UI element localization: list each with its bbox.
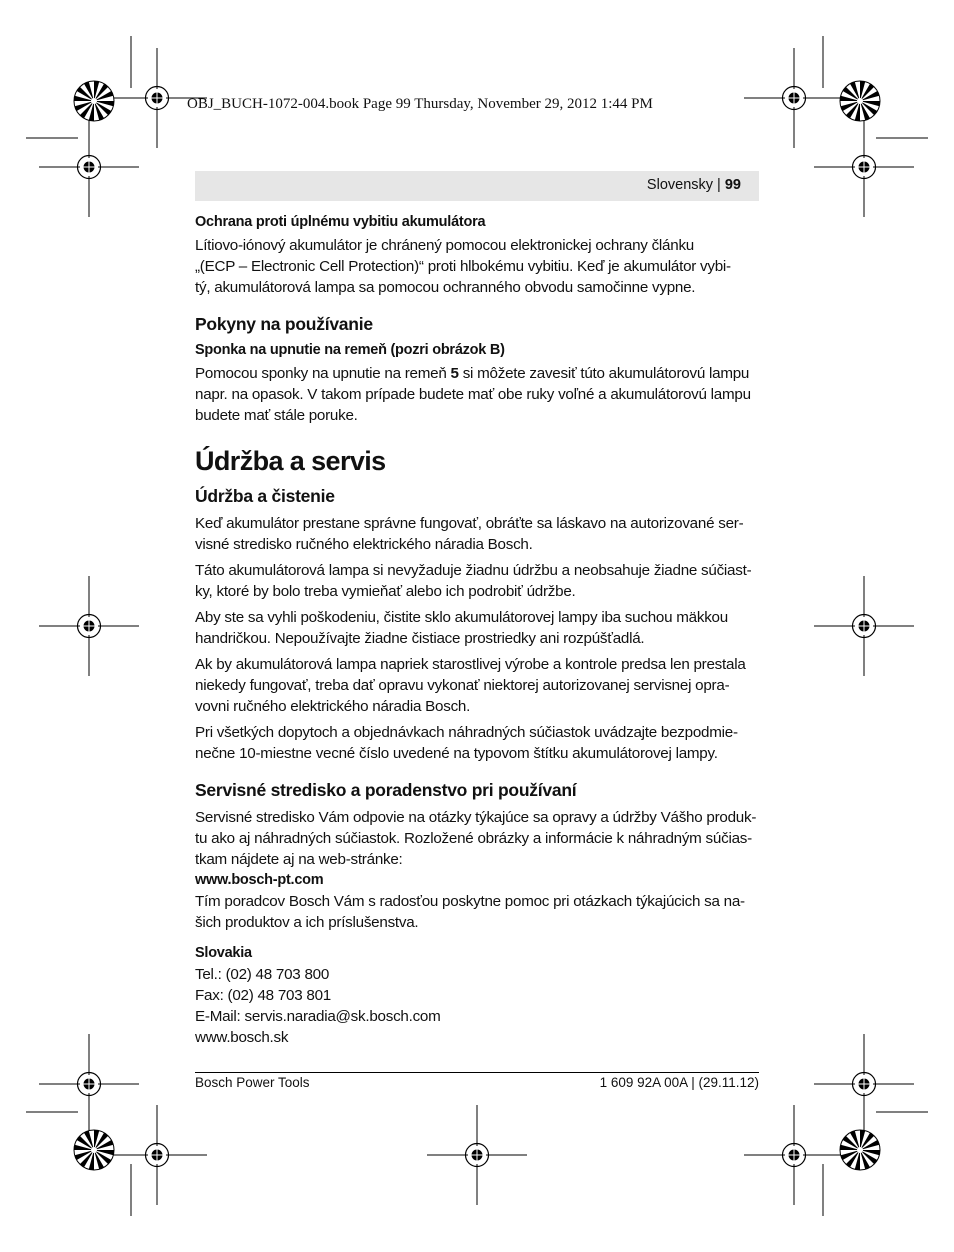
heading-maintenance-service: Údržba a servis [195,446,386,476]
paragraph-maintenance-4: Ak by akumulátorová lampa napriek starostlivej výrobe a kontrole predsa len prestala niekedy fungovať, treba dať opravu vykonať niektorej autorizovanej servisnej opra- vovni ručného elektrického náradia Bosch. [195,656,746,715]
heading-service-center: Servisné stredisko a poradenstvo pri používaní [195,780,577,800]
paragraph-maintenance-5: Pri všetkých dopytoch a objednávkach náhradných súčiastok uvádzajte bezpodmie- nečne 10-miestne vecné číslo uvedené na typovom štítku akumulátorovej lampy. [195,724,738,762]
heading-usage-instructions: Pokyny na používanie [195,314,373,334]
contact-email[interactable]: E-Mail: servis.naradia@sk.bosch.com [195,1008,441,1025]
paragraph-maintenance-1: Keď akumulátor prestane správne fungovať, obráťte sa láskavo na autorizované ser- visné stredisko ručného elektrického náradia Bosch. [195,515,744,553]
page-header-text [647,177,741,193]
paragraph-belt-clip: Pomocou sponky na upnutie na remeň 5 si môžete zavesiť túto akumulátorovú lampu napr. na opasok. V takom prípade budete mať obe ruky voľné a akumulátorovú lampu budete mať stále poruke. [195,365,751,424]
footer-document-code: 1 609 92A 00A | (29.11.12) [599,1075,759,1090]
service-url-link[interactable]: www.bosch-pt.com [195,872,324,888]
paragraph-maintenance-2: Táto akumulátorová lampa si nevyžaduje žiadnu údržbu a neobsahuje žiadne súčiast- ky, ktoré by bolo treba vymieňať alebo ich podrobiť údržbe. [195,562,752,600]
heading-maintenance-cleaning: Údržba a čistenie [195,486,335,506]
footer-divider [195,1072,759,1073]
subheading-belt-clip: Sponka na upnutie na remeň (pozri obrázok B) [195,342,505,358]
paragraph-service-center: Servisné stredisko Vám odpovie na otázky týkajúce sa opravy a údržby Vášho produk- tu ako aj náhradných súčiastok. Rozložené obrázky a informácie k náhradným súčias- tkam nájdete aj na web-stránke: [195,809,757,868]
contact-fax: Fax: (02) 48 703 801 [195,987,331,1004]
paragraph-maintenance-3: Aby ste sa vyhli poškodeniu, čistite sklo akumulátorovej lampy iba suchou mäkkou handričkou. Nepoužívajte žiadne čistiace prostriedky ani rozpúšťadlá. [195,609,728,647]
component-number: 5 [450,365,459,382]
print-slug-line: OBJ_BUCH-1072-004.book Page 99 Thursday, November 29, 2012 1:44 PM [187,96,653,112]
header-separator: | [717,177,721,193]
footer-company: Bosch Power Tools [195,1075,310,1090]
header-language: Slovensky [646,177,714,193]
contact-website[interactable]: www.bosch.sk [195,1029,289,1046]
paragraph-advisors: Tím poradcov Bosch Vám s radosťou poskytne pomoc pri otázkach týkajúcich sa na- šich produktov a ich príslušenstva. [195,893,745,931]
heading-slovakia: Slovakia [195,945,252,961]
contact-phone: Tel.: (02) 48 703 800 [195,966,330,983]
paragraph-battery-protection: Lítiovo-iónový akumulátor je chránený pomocou elektronickej ochrany článku „(ECP – Electronic Cell Protection)“ proti hlbokému vybitiu. Keď je akumulátor vybi- tý, akumulátorová lampa sa pomocou ochranného obvodu samočinne vypne. [195,237,731,296]
page-header-bar [195,171,759,201]
page-content [195,212,761,1048]
contact-block [195,964,761,1048]
header-page-number: 99 [724,177,741,193]
heading-battery-protection: Ochrana proti úplnému vybitiu akumulátora [195,214,486,230]
